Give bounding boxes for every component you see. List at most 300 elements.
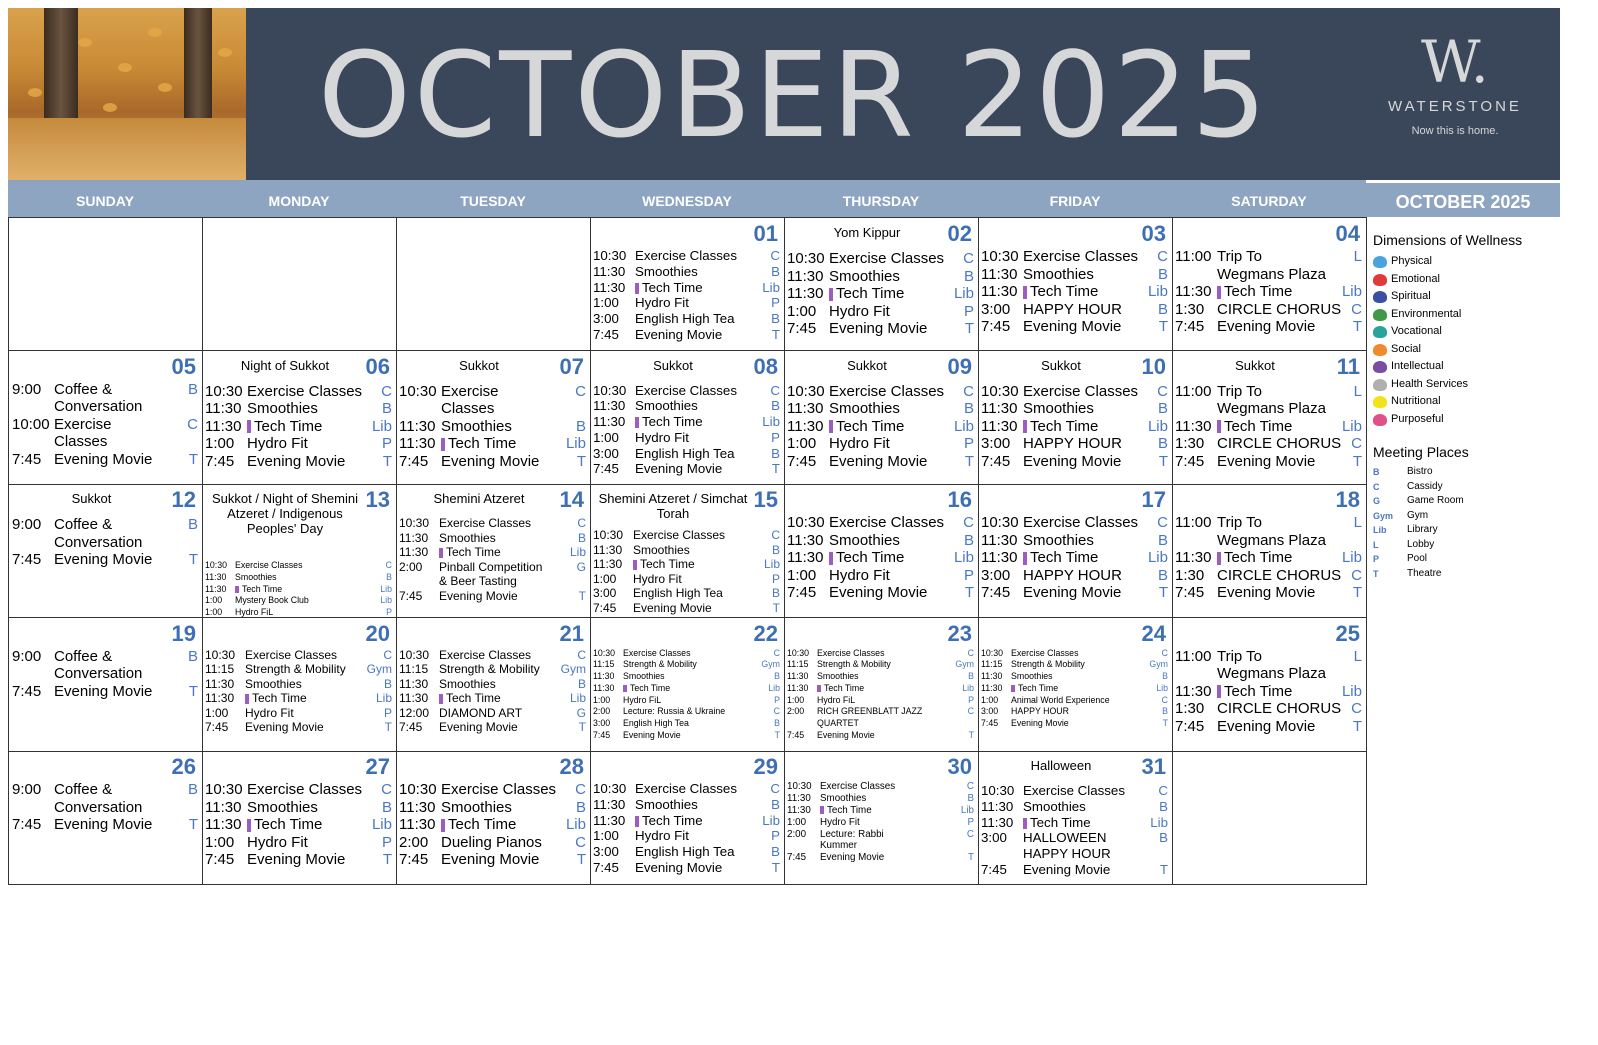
events-list	[593, 383, 780, 478]
event-row[interactable]	[981, 783, 1168, 799]
event-place: L	[1353, 514, 1362, 531]
event-name: HAPPY HOUR	[1023, 846, 1111, 862]
event-row[interactable]	[399, 516, 586, 531]
event-row[interactable]	[787, 514, 974, 532]
event-row[interactable]	[205, 584, 392, 596]
event-name-wrap	[245, 677, 302, 692]
event-row[interactable]	[399, 435, 586, 453]
event-name: Smoothies	[441, 798, 512, 816]
events-list	[981, 248, 1168, 336]
event-row[interactable]	[981, 435, 1168, 453]
event-time: 10:30	[787, 382, 825, 400]
event-row[interactable]	[1175, 549, 1362, 567]
event-row[interactable]	[205, 691, 392, 706]
event-name: Hydro Fit	[635, 828, 689, 844]
event-row[interactable]	[593, 718, 780, 730]
event-row[interactable]	[981, 514, 1168, 532]
event-row[interactable]	[981, 799, 1168, 815]
event-row[interactable]	[593, 601, 780, 616]
event-name-wrap	[247, 453, 345, 471]
event-time: 7:45	[981, 452, 1011, 470]
event-row[interactable]	[593, 528, 780, 543]
event-row[interactable]	[981, 283, 1168, 301]
event-row[interactable]	[787, 285, 974, 303]
event-row[interactable]	[981, 648, 1168, 660]
event-row[interactable]	[981, 301, 1168, 319]
event-row[interactable]	[981, 318, 1168, 336]
event-place: B	[771, 844, 780, 860]
event-row[interactable]	[399, 834, 586, 852]
event-time: 3:00	[981, 566, 1011, 584]
event-place: B	[968, 671, 974, 682]
event-row[interactable]	[787, 268, 974, 286]
event-row[interactable]	[12, 381, 198, 399]
event-row[interactable]	[593, 398, 780, 414]
event-time: 7:45	[12, 682, 42, 700]
event-name: HAPPY HOUR	[1023, 300, 1122, 318]
event-name-wrap	[1217, 514, 1262, 532]
day-number: 23	[947, 620, 972, 646]
event-row[interactable]	[593, 683, 780, 695]
event-row[interactable]	[1175, 435, 1362, 453]
event-row[interactable]	[205, 662, 392, 677]
event-name-wrap	[633, 528, 725, 543]
event-row[interactable]	[12, 534, 198, 552]
event-time: 7:45	[205, 452, 235, 470]
event-name-wrap	[1217, 435, 1341, 453]
day-number: 02	[947, 221, 972, 246]
holiday-label: Yom Kippur	[833, 225, 901, 240]
event-name: Evening Movie	[439, 720, 518, 735]
event-place: B	[1157, 300, 1168, 318]
event-name: Strength & Mobility	[817, 659, 891, 670]
event-row[interactable]	[12, 648, 198, 666]
event-name-wrap	[441, 834, 542, 852]
event-row[interactable]	[1175, 400, 1362, 418]
event-row[interactable]	[399, 816, 586, 834]
event-row[interactable]	[593, 295, 780, 311]
event-time: 1:00	[787, 435, 817, 453]
event-row[interactable]	[787, 718, 974, 730]
event-row[interactable]	[787, 671, 974, 683]
event-name: Tech Time	[1030, 814, 1091, 830]
event-name-wrap	[635, 860, 722, 876]
event-row[interactable]	[12, 683, 198, 701]
event-row[interactable]	[205, 400, 392, 418]
event-row[interactable]	[593, 813, 780, 829]
event-row[interactable]	[593, 671, 780, 683]
event-time: 10:30	[593, 781, 627, 796]
event-row[interactable]	[12, 398, 198, 416]
event-row[interactable]	[787, 829, 974, 841]
event-place: T	[576, 452, 586, 470]
event-row[interactable]	[981, 567, 1168, 585]
event-row[interactable]	[1175, 283, 1362, 301]
event-name: Smoothies	[245, 676, 302, 691]
event-place: B	[187, 516, 198, 533]
event-row[interactable]	[205, 834, 392, 852]
event-row[interactable]	[399, 851, 586, 869]
day-cell	[8, 351, 203, 485]
event-row[interactable]	[1175, 532, 1362, 550]
holiday-label: Night of Sukkot	[240, 357, 330, 373]
event-row[interactable]	[205, 607, 392, 618]
event-row[interactable]	[1175, 301, 1362, 319]
event-row[interactable]	[787, 683, 974, 695]
event-place: T	[771, 859, 780, 875]
event-time: 11:30	[593, 682, 615, 693]
event-row[interactable]	[399, 574, 586, 589]
event-time: 11:30	[205, 676, 235, 691]
event-row[interactable]	[593, 586, 780, 601]
day-cell	[784, 217, 979, 351]
event-place: Lib	[960, 804, 974, 816]
event-place: B	[1157, 566, 1168, 584]
event-row[interactable]	[205, 453, 392, 471]
event-name: Exercise Classes	[829, 250, 945, 267]
event-row[interactable]	[205, 560, 392, 572]
event-row[interactable]	[787, 418, 974, 436]
event-row[interactable]	[399, 545, 586, 560]
event-row[interactable]	[593, 543, 780, 558]
event-row[interactable]	[205, 816, 392, 834]
event-row[interactable]	[593, 327, 780, 343]
event-place: C	[967, 706, 974, 717]
event-name: Tech Time	[1030, 283, 1099, 301]
event-row[interactable]	[1175, 567, 1362, 585]
event-name-wrap	[635, 295, 689, 311]
event-row[interactable]	[12, 551, 198, 569]
event-row[interactable]	[981, 830, 1168, 846]
event-row[interactable]	[593, 828, 780, 844]
event-row[interactable]	[981, 400, 1168, 418]
event-row[interactable]	[593, 311, 780, 327]
event-row[interactable]	[593, 781, 780, 797]
event-time: 10:30	[593, 647, 616, 658]
event-name-wrap	[1217, 266, 1326, 284]
event-row[interactable]	[399, 691, 586, 706]
event-row[interactable]	[787, 852, 974, 864]
event-row[interactable]	[787, 383, 974, 401]
event-row[interactable]	[593, 557, 780, 572]
event-row[interactable]	[787, 584, 974, 602]
event-row[interactable]	[205, 572, 392, 584]
event-name-wrap	[1217, 584, 1315, 602]
event-row[interactable]	[787, 567, 974, 585]
event-place: L	[1353, 382, 1362, 400]
event-row[interactable]	[399, 400, 586, 418]
event-name: Tech Time	[254, 816, 323, 834]
event-row[interactable]	[787, 817, 974, 829]
event-row[interactable]	[593, 248, 780, 264]
event-row[interactable]	[593, 730, 780, 742]
event-row[interactable]	[399, 418, 586, 436]
event-name-wrap	[1011, 648, 1078, 660]
event-row[interactable]	[787, 648, 974, 660]
event-row[interactable]	[1175, 665, 1362, 683]
event-row[interactable]	[787, 435, 974, 453]
event-row[interactable]	[593, 280, 780, 296]
event-row[interactable]	[12, 451, 198, 469]
event-row[interactable]	[981, 695, 1168, 707]
event-row[interactable]	[981, 671, 1168, 683]
event-name-wrap	[1023, 283, 1098, 301]
event-name: Evening Movie	[245, 720, 324, 735]
tech-marker-icon	[1011, 685, 1015, 692]
event-place: B	[575, 417, 586, 435]
event-row[interactable]	[981, 706, 1168, 718]
event-row[interactable]	[12, 781, 198, 799]
event-row[interactable]	[787, 250, 974, 268]
event-row[interactable]	[1175, 683, 1362, 701]
event-place: B	[1157, 435, 1168, 453]
event-name-wrap	[1217, 648, 1262, 666]
event-row[interactable]	[593, 461, 780, 477]
event-place: T	[964, 584, 974, 602]
event-row[interactable]	[787, 659, 974, 671]
event-row[interactable]	[399, 706, 586, 721]
event-name: English High Tea	[635, 311, 735, 327]
event-row[interactable]	[205, 781, 392, 799]
holiday-label: Halloween	[1030, 758, 1092, 773]
event-name: Wegmans Plaza	[1217, 400, 1326, 418]
event-row[interactable]	[981, 846, 1168, 862]
event-row[interactable]	[787, 840, 974, 852]
event-row[interactable]	[787, 303, 974, 321]
day-cell	[978, 484, 1173, 618]
day-number: 16	[947, 487, 972, 512]
event-time: 11:30	[205, 571, 227, 582]
day-number: 21	[559, 620, 584, 646]
event-row[interactable]	[205, 383, 392, 401]
day-number: 01	[753, 221, 778, 246]
event-place: Lib	[768, 682, 780, 693]
event-place: Lib	[953, 285, 974, 303]
event-name: Evening Movie	[54, 682, 153, 700]
event-row[interactable]	[399, 648, 586, 663]
event-row[interactable]	[981, 862, 1168, 878]
event-row[interactable]	[1175, 266, 1362, 284]
event-place: B	[381, 798, 392, 816]
event-row[interactable]	[12, 433, 198, 451]
event-row[interactable]	[593, 414, 780, 430]
event-name: Tech Time	[1224, 682, 1293, 700]
dimension-label: Vocational	[1391, 325, 1442, 337]
event-name: CIRCLE CHORUS	[1217, 566, 1342, 584]
event-name: Tech Time	[446, 691, 501, 706]
event-name-wrap	[441, 453, 539, 471]
event-time: 10:30	[593, 528, 624, 542]
event-name: Hydro FiL	[235, 607, 274, 618]
event-name-wrap	[817, 648, 884, 660]
event-row[interactable]	[981, 383, 1168, 401]
briefcase-icon	[1373, 326, 1387, 338]
event-time: 11:30	[593, 671, 615, 682]
event-time: 1:00	[593, 694, 611, 705]
event-row[interactable]	[787, 706, 974, 718]
event-name: Evening Movie	[817, 730, 875, 741]
event-row[interactable]	[205, 418, 392, 436]
event-row[interactable]	[205, 595, 392, 607]
day-cell	[978, 351, 1173, 485]
event-row[interactable]	[981, 549, 1168, 567]
event-row[interactable]	[1175, 584, 1362, 602]
event-row[interactable]	[399, 453, 586, 471]
empty-day-cell	[8, 217, 203, 351]
event-row[interactable]	[593, 383, 780, 399]
events-list	[593, 528, 780, 616]
event-row[interactable]	[787, 695, 974, 707]
event-row[interactable]	[593, 659, 780, 671]
event-place: P	[771, 429, 780, 445]
event-row[interactable]	[593, 572, 780, 587]
event-row[interactable]	[1175, 318, 1362, 336]
event-row[interactable]	[787, 793, 974, 805]
event-row[interactable]	[1175, 418, 1362, 436]
event-row[interactable]	[399, 383, 586, 401]
event-row[interactable]	[399, 677, 586, 692]
event-time: 7:45	[12, 551, 42, 569]
event-row[interactable]	[787, 730, 974, 742]
event-row[interactable]	[399, 799, 586, 817]
event-name: Exercise Classes	[623, 647, 691, 658]
event-row[interactable]	[981, 659, 1168, 671]
event-name-wrap	[1023, 514, 1138, 532]
event-row[interactable]	[593, 695, 780, 707]
event-name: English High Tea	[635, 844, 735, 860]
event-row[interactable]	[1175, 453, 1362, 471]
event-name-wrap	[1023, 549, 1098, 567]
event-place: C	[1161, 647, 1168, 658]
event-place: T	[968, 852, 974, 864]
event-row[interactable]	[1175, 648, 1362, 666]
event-name: Conversation	[54, 398, 143, 416]
event-row[interactable]	[593, 706, 780, 718]
event-time: 10:00	[12, 415, 50, 433]
event-place: P	[771, 295, 780, 311]
event-name: Tech Time	[630, 682, 671, 693]
w-logo-icon: W.	[1421, 28, 1489, 96]
event-name: Evening Movie	[623, 730, 681, 741]
event-row[interactable]	[787, 320, 974, 338]
event-row[interactable]	[981, 453, 1168, 471]
event-row[interactable]	[1175, 514, 1362, 532]
event-time: 11:30	[981, 265, 1018, 283]
event-row[interactable]	[12, 416, 198, 434]
event-row[interactable]	[399, 531, 586, 546]
weekday-monday: MONDAY	[268, 193, 330, 209]
event-place: B	[771, 398, 780, 414]
event-time: 3:00	[593, 311, 619, 327]
event-time: 3:00	[593, 445, 619, 461]
event-row[interactable]	[981, 266, 1168, 284]
event-name-wrap	[829, 435, 890, 453]
event-place: Gym	[955, 659, 974, 670]
event-row[interactable]	[593, 860, 780, 876]
event-row[interactable]	[1175, 700, 1362, 718]
event-row[interactable]	[593, 648, 780, 660]
event-row[interactable]	[205, 851, 392, 869]
event-row[interactable]	[205, 720, 392, 735]
event-name-wrap	[441, 435, 516, 453]
event-row[interactable]	[981, 815, 1168, 831]
event-row[interactable]	[593, 430, 780, 446]
event-time: 1:00	[787, 302, 817, 320]
tech-marker-icon	[441, 438, 445, 451]
event-row[interactable]	[1175, 383, 1362, 401]
event-row[interactable]	[593, 264, 780, 280]
event-name-wrap	[1023, 453, 1121, 471]
event-row[interactable]	[787, 781, 974, 793]
event-row[interactable]	[981, 248, 1168, 266]
event-place: G	[576, 559, 586, 574]
event-place: T	[382, 452, 392, 470]
event-row[interactable]	[593, 797, 780, 813]
day-cell	[202, 751, 397, 885]
event-time: 11:30	[205, 798, 242, 816]
event-name: Mystery Book Club	[235, 595, 309, 606]
event-name-wrap	[1217, 700, 1341, 718]
day-number: 18	[1335, 487, 1360, 512]
event-name-wrap	[633, 557, 695, 572]
event-row[interactable]	[205, 677, 392, 692]
event-row[interactable]	[981, 418, 1168, 436]
event-row[interactable]	[981, 532, 1168, 550]
event-row[interactable]	[787, 549, 974, 567]
event-row[interactable]	[787, 453, 974, 471]
event-time: 11:15	[205, 662, 235, 677]
event-row[interactable]	[205, 706, 392, 721]
event-row[interactable]	[399, 662, 586, 677]
event-row[interactable]	[1175, 248, 1362, 266]
event-row[interactable]	[787, 400, 974, 418]
event-place: P	[771, 571, 780, 586]
event-time: 11:30	[981, 682, 1003, 693]
event-row[interactable]	[787, 532, 974, 550]
event-row[interactable]	[205, 435, 392, 453]
day-number: 20	[365, 620, 390, 646]
event-row[interactable]	[981, 718, 1168, 730]
event-row[interactable]	[205, 799, 392, 817]
tech-marker-icon	[817, 685, 821, 692]
event-time: 1:30	[1175, 300, 1205, 318]
event-name-wrap	[1217, 567, 1341, 585]
events-list	[593, 781, 780, 876]
event-row[interactable]	[399, 720, 586, 735]
event-name-wrap	[635, 264, 698, 280]
weekday-saturday: SATURDAY	[1231, 193, 1307, 209]
event-row[interactable]	[981, 683, 1168, 695]
event-row[interactable]	[12, 665, 198, 683]
event-row[interactable]	[593, 446, 780, 462]
event-time: 2:00	[399, 833, 429, 851]
holiday-label: Sukkot / Night of Shemini Atzeret / Indigenous Peoples' Day	[212, 491, 358, 536]
event-row[interactable]	[12, 516, 198, 534]
event-row[interactable]	[399, 560, 586, 575]
event-row[interactable]	[12, 816, 198, 834]
event-row[interactable]	[12, 799, 198, 817]
event-time: 7:45	[593, 600, 617, 615]
event-row[interactable]	[399, 781, 586, 799]
event-row[interactable]	[399, 589, 586, 604]
event-row[interactable]	[981, 584, 1168, 602]
event-row[interactable]	[205, 648, 392, 663]
event-place: Lib	[1156, 682, 1168, 693]
event-row[interactable]	[1175, 718, 1362, 736]
event-row[interactable]	[787, 805, 974, 817]
event-row[interactable]	[593, 844, 780, 860]
event-name: & Beer Tasting	[439, 574, 517, 589]
